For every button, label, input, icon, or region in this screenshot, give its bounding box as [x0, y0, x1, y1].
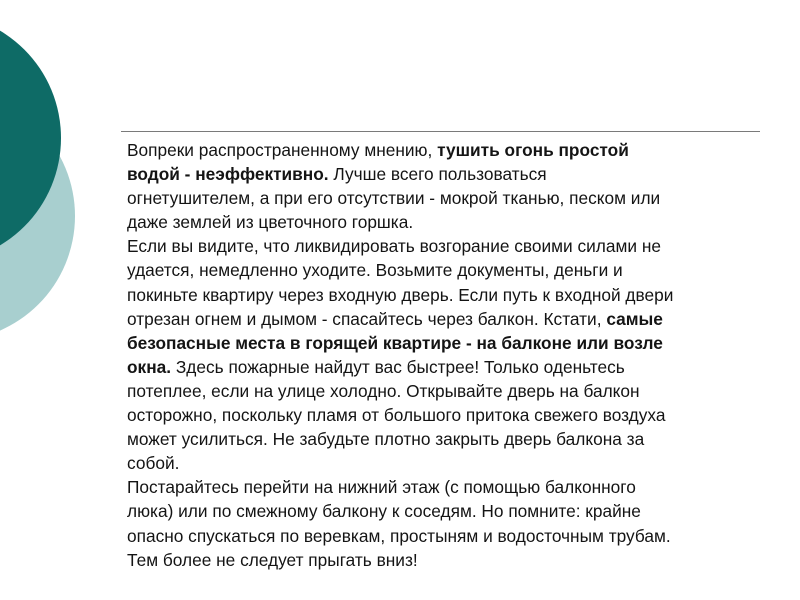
paragraph	[127, 475, 777, 571]
text-run: может усилиться. Не забудьте плотно закрыть дверь балкона за	[127, 429, 645, 450]
bold-text-run: тушить огонь простой	[437, 140, 629, 160]
text-run: Тем более не следует прыгать вниз!	[127, 549, 418, 570]
text-run: удается, немедленно уходите. Возьмите документы, деньги и	[127, 260, 623, 281]
text-run: собой.	[127, 453, 180, 474]
text-run: Здесь пожарные найдут вас быстрее! Только оденьтесь	[171, 356, 625, 377]
bold-text-run: самые	[606, 308, 663, 329]
text-run: осторожно, поскольку пламя от большого притока свежего воздуха	[127, 405, 666, 426]
text-run: даже землей из цветочного горшка.	[127, 212, 414, 233]
text-run: Лучше всего пользоваться	[328, 164, 547, 185]
text-run: огнетушителем, а при его отсутствии - мокрой тканью, песком или	[127, 188, 661, 209]
text-run: Вопреки распространенному мнению,	[127, 140, 438, 160]
text-run: люка) или по смежному балкону к соседям. Но помните: крайне	[127, 501, 641, 522]
text-run: потеплее, если на улице холодно. Открывайте дверь на балкон	[127, 380, 640, 401]
text-run: Постарайтесь перейти на нижний этаж (с помощью балконного	[127, 477, 636, 498]
bold-text-run: окна.	[127, 356, 172, 377]
paragraph	[127, 138, 777, 234]
paragraph	[127, 234, 777, 475]
bold-text-run: безопасные места в горящей квартире - на балконе или возле	[127, 332, 663, 353]
body-text	[127, 138, 777, 572]
text-run: отрезан огнем и дымом - спасайтесь через балкон. Кстати,	[127, 308, 607, 329]
text-run: Если вы видите, что ликвидировать возгорание своими силами не	[127, 236, 661, 257]
bold-text-run: водой - неэффективно.	[127, 164, 329, 185]
title-divider-line	[121, 131, 760, 132]
text-run: покиньте квартиру через входную дверь. Если путь к входной двери	[127, 284, 674, 305]
text-run: опасно спускаться по веревкам, простыням и водосточным трубам.	[127, 525, 671, 546]
